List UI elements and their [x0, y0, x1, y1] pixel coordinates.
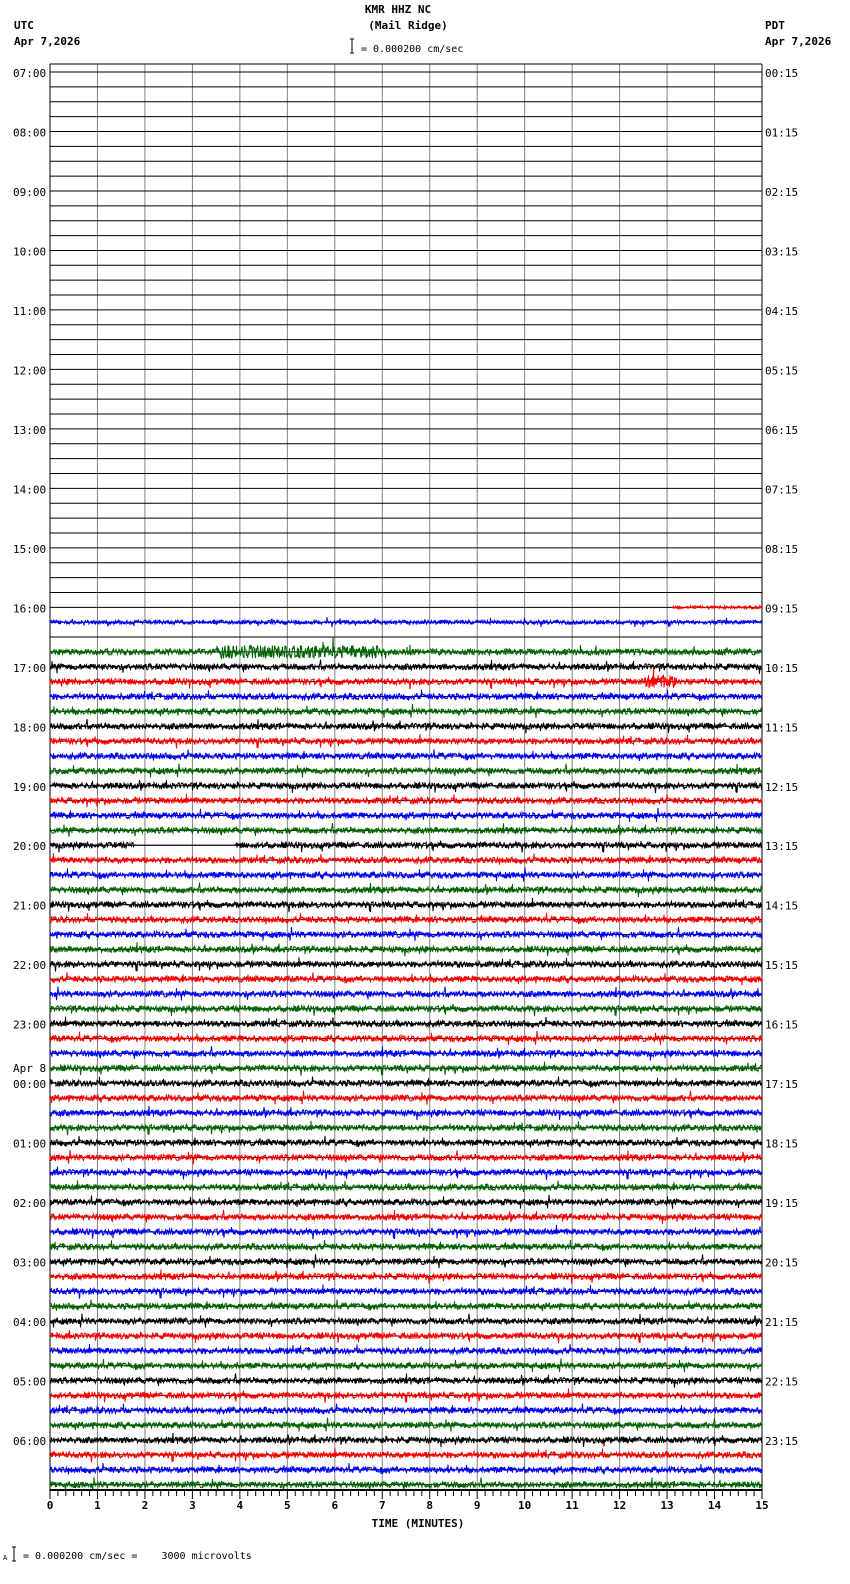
x-tick-label: 11 — [565, 1499, 579, 1512]
utc-hour-label: 04:00 — [13, 1316, 47, 1330]
seismic-trace-red — [50, 853, 762, 864]
seismic-trace-red — [50, 1330, 762, 1343]
pdt-hour-label: 12:15 — [765, 780, 799, 794]
left-timezone: UTC — [14, 19, 34, 32]
x-tick-label: 0 — [46, 1499, 54, 1512]
scale-text: = 0.000200 cm/sec — [361, 44, 464, 55]
pdt-hour-label: 21:15 — [765, 1316, 799, 1330]
pdt-hour-label: 04:15 — [765, 304, 799, 318]
x-tick-label: 2 — [141, 1499, 149, 1512]
utc-hour-label: 15:00 — [13, 542, 47, 556]
pdt-hour-label: 18:15 — [765, 1137, 799, 1151]
pdt-hour-label: 22:15 — [765, 1375, 799, 1389]
utc-hour-label: 23:00 — [13, 1018, 47, 1032]
utc-hour-label: 19:00 — [13, 780, 47, 794]
utc-hour-label: 13:00 — [13, 423, 47, 437]
utc-hour-label: 11:00 — [13, 304, 47, 318]
x-tick-label: 12 — [612, 1499, 627, 1512]
seismic-trace-red — [50, 972, 762, 985]
x-tick-label: 15 — [755, 1499, 769, 1512]
pdt-hour-label: 10:15 — [765, 661, 799, 675]
footer-scale-prefix: A — [3, 1554, 8, 1562]
utc-hour-label: 18:00 — [13, 721, 47, 735]
x-tick-label: 13 — [660, 1499, 674, 1512]
seismic-trace-blue — [50, 690, 762, 701]
utc-hour-label: 08:00 — [13, 126, 47, 140]
pdt-hour-label: 09:15 — [765, 602, 799, 616]
seismic-trace-black — [50, 841, 762, 853]
seismic-trace-black — [50, 1373, 762, 1387]
seismic-trace-green — [50, 704, 762, 718]
pdt-hour-label: 23:15 — [765, 1435, 799, 1449]
pdt-hour-label: 05:15 — [765, 364, 799, 378]
x-tick-label: 5 — [284, 1499, 291, 1512]
pdt-hour-label: 20:15 — [765, 1256, 799, 1270]
utc-hour-label: 17:00 — [13, 661, 47, 675]
seismic-trace-red — [50, 1091, 762, 1105]
seismic-trace-green — [50, 1240, 762, 1251]
pdt-hour-label: 19:15 — [765, 1197, 799, 1211]
scale-bar-icon — [350, 39, 354, 53]
x-tick-label: 4 — [236, 1499, 244, 1512]
pdt-hour-label: 15:15 — [765, 959, 799, 973]
x-tick-label: 8 — [426, 1499, 434, 1512]
seismic-trace-blue — [50, 1463, 762, 1475]
seismic-trace-green — [50, 1180, 762, 1192]
seismic-trace-blue — [50, 1285, 762, 1299]
seismic-trace-black — [50, 1017, 762, 1029]
station-subtitle: (Mail Ridge) — [368, 19, 448, 32]
pdt-hour-label: 02:15 — [765, 185, 799, 199]
seismic-trace-red — [50, 667, 762, 690]
utc-hour-label: 06:00 — [13, 1435, 47, 1449]
seismic-trace-blue — [50, 749, 762, 761]
station-title: KMR HHZ NC — [364, 3, 432, 16]
traces — [50, 606, 762, 1491]
right-date: Apr 7,2026 — [765, 35, 832, 48]
utc-hour-label: 22:00 — [13, 959, 47, 973]
seismic-trace-blue — [50, 808, 762, 822]
pdt-hour-label: 11:15 — [765, 721, 799, 735]
utc-hour-label: 14:00 — [13, 483, 47, 497]
pdt-hour-label: 13:15 — [765, 840, 799, 854]
utc-hour-label: 01:00 — [13, 1137, 47, 1151]
seismic-trace-green — [50, 1300, 762, 1312]
seismic-trace-black — [50, 957, 762, 971]
utc-hour-label: 10:00 — [13, 245, 47, 259]
seismic-trace-red — [50, 1031, 762, 1045]
x-tick-label: 10 — [518, 1499, 532, 1512]
utc-hour-label: 07:00 — [13, 67, 47, 80]
pdt-hour-label: 00:15 — [765, 67, 799, 80]
x-tick-label: 1 — [94, 1499, 101, 1512]
utc-hour-label: 05:00 — [13, 1375, 47, 1389]
seismic-trace-red — [672, 606, 762, 609]
pdt-hour-label: 06:15 — [765, 423, 799, 437]
x-tick-label: 6 — [331, 1499, 339, 1512]
seismic-trace-blue — [50, 987, 762, 1001]
seismic-trace-red — [50, 913, 762, 925]
x-tick-label: 3 — [189, 1499, 196, 1512]
pdt-hour-label: 08:15 — [765, 542, 799, 556]
utc-hour-label: 20:00 — [13, 840, 47, 854]
seismic-trace-black — [50, 1076, 762, 1087]
seismic-trace-green — [50, 1004, 762, 1016]
utc-hour-label: 00:00 — [13, 1078, 47, 1092]
utc-hour-label: 03:00 — [13, 1256, 47, 1270]
seismic-trace-black — [50, 719, 762, 733]
seismic-trace-blue — [50, 1344, 762, 1355]
seismic-trace-blue — [50, 1106, 762, 1120]
footer-scale-text: = 0.000200 cm/sec = 3000 microvolts — [23, 1551, 252, 1562]
pdt-hour-label: 03:15 — [765, 245, 799, 259]
seismic-trace-red — [50, 1269, 762, 1283]
x-axis — [47, 1490, 769, 1512]
seismic-trace-black — [50, 780, 762, 793]
seismic-trace-green — [50, 637, 762, 659]
pdt-hour-label: 16:15 — [765, 1018, 799, 1032]
pdt-hour-label: 17:15 — [765, 1078, 799, 1092]
utc-hour-label: 09:00 — [13, 185, 47, 199]
seismic-trace-blue — [50, 1167, 762, 1180]
pdt-hour-label: 01:15 — [765, 126, 799, 140]
x-tick-label: 14 — [707, 1499, 722, 1512]
seismic-trace-red — [50, 1210, 762, 1224]
footer-scale-bar-icon — [12, 1547, 16, 1561]
left-date: Apr 7,2026 — [14, 35, 81, 48]
utc-hour-label: 21:00 — [13, 899, 47, 913]
x-axis-label: TIME (MINUTES) — [371, 1517, 465, 1530]
x-tick-label: 9 — [473, 1499, 481, 1512]
pdt-hour-label: 14:15 — [765, 899, 799, 913]
seismic-trace-black — [50, 1314, 762, 1328]
utc-hour-label: 02:00 — [13, 1197, 47, 1211]
utc-hour-label: 12:00 — [13, 364, 47, 378]
date-change-label: Apr 8 — [13, 1062, 47, 1076]
utc-hour-label: 16:00 — [13, 602, 47, 616]
pdt-hour-label: 07:15 — [765, 483, 799, 497]
x-tick-label: 7 — [378, 1499, 386, 1512]
seismic-trace-blue — [50, 1404, 762, 1415]
right-timezone: PDT — [765, 19, 785, 32]
